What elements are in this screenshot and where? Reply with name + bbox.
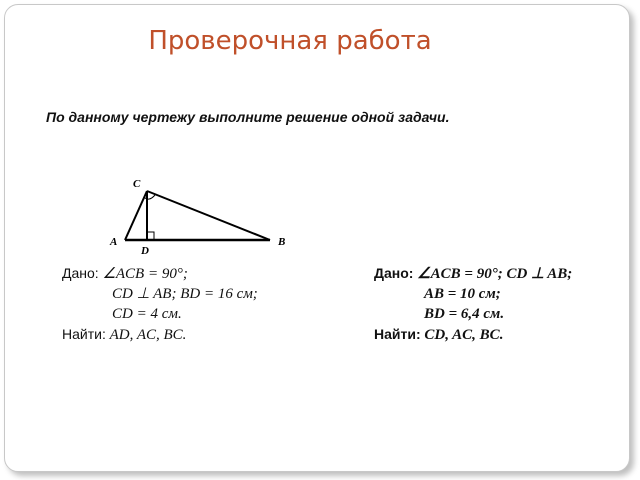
- side-cb: [147, 191, 270, 240]
- task-2: [374, 263, 572, 345]
- find-text: CD, AC, BC.: [424, 327, 504, 343]
- task-2-find-row: [374, 324, 572, 345]
- given-text: CD = 4 см.: [112, 306, 182, 322]
- slide-title: Проверочная работа: [148, 26, 432, 56]
- given-text: ∠ACB = 90°; CD ⊥ AB;: [417, 266, 573, 282]
- slide-frame: [4, 4, 630, 472]
- task-2-given-row: [374, 263, 572, 284]
- task-1-given-row: [62, 263, 258, 284]
- instruction-text: По данному чертежу выполните решение одной задачи.: [46, 109, 450, 125]
- task-2-given-row: [374, 304, 572, 324]
- task-1-given-row: [62, 304, 258, 324]
- given-label: Дано:: [374, 265, 414, 281]
- task-1-find-row: [62, 324, 258, 345]
- given-text: AB = 10 см;: [424, 286, 501, 302]
- vertex-label-d: D: [141, 245, 149, 257]
- task-1-given-row: [62, 284, 258, 304]
- side-ac: [125, 191, 147, 240]
- given-text: ∠ACB = 90°;: [102, 266, 188, 282]
- given-text: CD ⊥ AB; BD = 16 см;: [112, 286, 258, 302]
- vertex-label-c: C: [133, 178, 141, 190]
- find-label: Найти:: [62, 326, 106, 342]
- given-label: Дано:: [62, 265, 99, 281]
- vertex-label-b: B: [278, 236, 286, 248]
- find-text: AD, AC, BC.: [109, 327, 187, 343]
- given-text: BD = 6,4 см.: [424, 306, 505, 322]
- vertex-label-a: A: [110, 236, 118, 248]
- triangle-figure: [100, 175, 300, 260]
- find-label: Найти:: [374, 326, 421, 342]
- task-2-given-row: [374, 284, 572, 304]
- task-1: [62, 263, 258, 345]
